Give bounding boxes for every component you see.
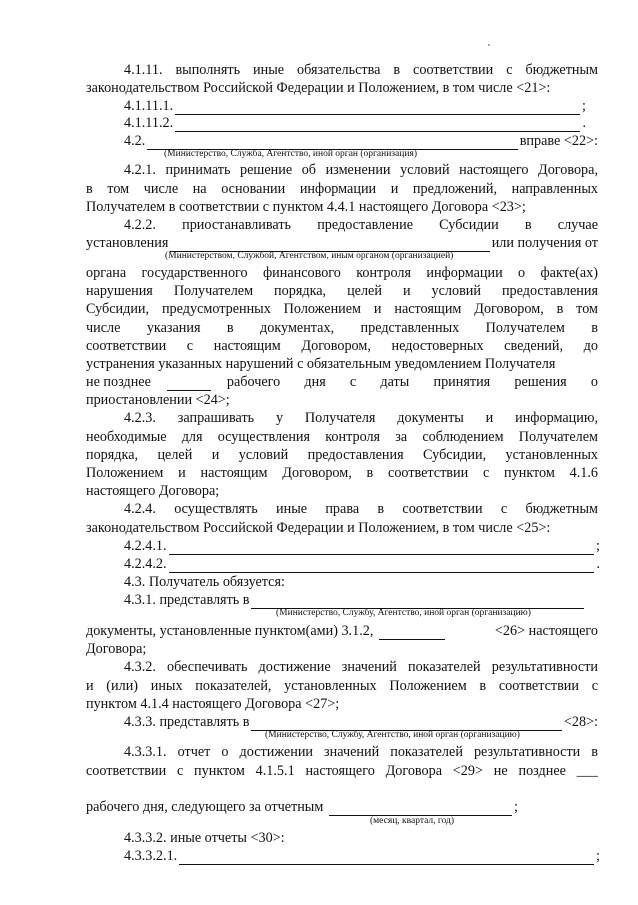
text-line: числе указания в документах, представленных Получателем в [86, 320, 598, 336]
fill-line-documents [86, 622, 598, 640]
fill-line-4-3-3-2-1 [124, 847, 600, 865]
text-line: в том числе на основании информации и предложений, направленных [86, 181, 598, 197]
blank-field [175, 117, 580, 132]
fill-line-deadline [86, 373, 598, 391]
text-line: приостановлении <24>; [86, 392, 230, 408]
text-line: 4.3.2. обеспечивать достижение значений показателей результативности [124, 659, 598, 675]
blank-field [147, 135, 517, 150]
text-line: пунктом 4.1.4 настоящего Договора <27>; [86, 696, 340, 712]
blank-field [169, 540, 594, 555]
text-line: устранения указанных нарушений с обязательным уведомлением Получателя [86, 356, 556, 372]
text-line: Положением и настоящим Договором, в соответствии с пунктом 4.1.6 [86, 465, 598, 481]
text-line: соответствии с настоящим Договором, недостоверных сведений, до [86, 338, 598, 354]
line-start: документы, установленные пунктом(ами) 3.1.2, [86, 623, 374, 639]
text-line: органа государственного финансового контроля информации о факте(ах) [86, 265, 598, 281]
text-line: 4.2.3. запрашивать у Получателя документы и информацию, [124, 410, 598, 426]
blank-field [169, 558, 595, 573]
line-end: ; [596, 538, 600, 554]
clause-label: 4.2.4.2. [124, 556, 167, 572]
fill-line-4-2-4-1 [124, 537, 600, 555]
blank-field [179, 850, 594, 865]
fill-line-4-3-1 [124, 591, 586, 609]
fill-line-4-1-11-2 [124, 114, 586, 132]
fill-line-4-2-4-2 [124, 555, 600, 573]
line-start: рабочего дня, следующего за отчетным [86, 799, 324, 815]
field-hint: (месяц, квартал, год) [370, 816, 455, 826]
text-line: законодательством Российской Федерации и Положением, в том числе <25>: [86, 520, 551, 536]
text-line: Субсидии, предусмотренных Положением и настоящим Договором, в том [86, 301, 598, 317]
line-end: или получения от [491, 235, 598, 251]
text-line: 4.2.2. приостанавливать предоставление Субсидии в случае [124, 217, 598, 233]
clause-label: 4.1.11.2. [124, 115, 174, 131]
blank-field [175, 100, 580, 115]
text-line: законодательством Российской Федерации и Положением, в том числе <21>: [86, 80, 551, 96]
line-end: . [596, 556, 600, 572]
line-end: рабочего дня с даты принятия решения о [226, 374, 598, 390]
clause-label: 4.2. [124, 133, 146, 149]
text-line: и (или) иных показателей, установленных Положением в соответствии с [86, 678, 598, 694]
blank-field [329, 801, 512, 816]
clause-label: 4.1.11.1. [124, 98, 174, 114]
fill-line-4-2-2 [86, 234, 598, 252]
text-line: порядка, целей и условий предоставления Субсидии, установленных [86, 447, 598, 463]
blank-field [379, 625, 445, 640]
line-end: ; [514, 799, 518, 815]
text-line: 4.3.3.2. иные отчеты <30>: [124, 830, 285, 846]
line-end: <28>: [563, 714, 598, 730]
blank-field [170, 237, 489, 252]
field-hint: (Министерством, Службой, Агентством, иным органом (организацией) [165, 251, 454, 261]
text-line: Договора; [86, 641, 147, 657]
fill-line-4-1-11-1 [124, 97, 586, 115]
fill-line-reporting-period [86, 798, 518, 816]
text-line: Получателем в соответствии с пунктом 4.4.1 настоящего Договора <23>; [86, 199, 526, 215]
line-end: . [582, 115, 586, 131]
fill-line-4-3-3 [124, 713, 598, 731]
blank-field [251, 716, 561, 731]
text-line: 4.2.4. осуществлять иные права в соответствии с бюджетным [124, 501, 598, 517]
line-end: ; [582, 98, 586, 114]
text-line: настоящего Договора; [86, 483, 220, 499]
field-hint: (Министерство, Службу, Агентство, иной орган (организацию) [276, 608, 531, 618]
field-hint: (Министерство, Службу, Агентство, иной орган (организацию) [265, 730, 520, 740]
text-line: 4.3.3.1. отчет о достижении значений показателей результативности в [124, 744, 598, 760]
blank-field [167, 376, 211, 391]
text-line: необходимые для осуществления контроля за соблюдением Получателем [86, 429, 598, 445]
fill-line-4-2 [124, 132, 598, 150]
text-line: нарушения Получателем порядка, целей и условий предоставления [86, 283, 598, 299]
line-start: не позднее [86, 374, 151, 390]
text-line: 4.1.11. выполнять иные обязательства в соответствии с бюджетным [124, 62, 598, 78]
line-start: 4.3.3. представлять в [124, 714, 250, 730]
line-end: ; [596, 848, 600, 864]
text-line: соответствии с пунктом 4.1.5.1 настоящего Договора <29> не позднее ___ [86, 763, 598, 779]
line-start: установления [86, 235, 169, 251]
section-heading: 4.3. Получатель обязуется: [124, 574, 285, 590]
clause-label: 4.3.3.2.1. [124, 848, 178, 864]
line-end: вправе <22>: [519, 133, 598, 149]
field-hint: (Министерство, Служба, Агентство, иной орган (организация) [164, 149, 417, 159]
clause-label: 4.2.4.1. [124, 538, 167, 554]
scan-speck [488, 44, 490, 46]
line-start: 4.3.1. представлять в [124, 592, 250, 608]
line-end: <26> настоящего [494, 623, 598, 639]
text-line: 4.2.1. принимать решение об изменении условий настоящего Договора, [124, 162, 598, 178]
blank-field [251, 594, 584, 609]
